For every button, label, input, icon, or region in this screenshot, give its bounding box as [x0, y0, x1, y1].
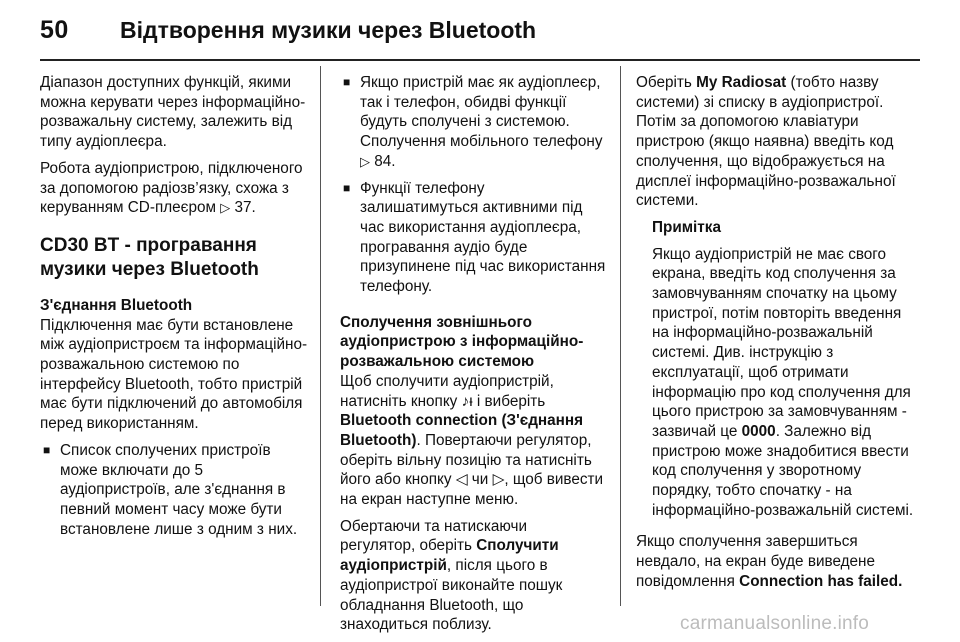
system-name: My Radiosat	[696, 74, 787, 91]
intro-paragraph: Діапазон доступних функцій, якими можна керувати через інформаційно-розважальну систему, залежить від типу аудіоплеєра.	[40, 74, 306, 151]
bullet-square-icon: ■	[43, 442, 51, 457]
list-item: ■ Список сполучених пристроїв може включати до 5 аудіопристроїв, але з'єднання в певний момент часу може бути встановлене лише з одним з них.	[40, 441, 312, 540]
page-ref-icon: ▷	[360, 153, 370, 169]
bullet-square-icon: ■	[343, 180, 351, 195]
bullet-square-icon: ■	[343, 75, 351, 89]
column-3	[636, 73, 916, 599]
column-divider-2	[620, 66, 621, 606]
menu-option: Сполучити аудіопристрій	[340, 537, 559, 575]
section-heading: CD30 BT - програвання музики через Bluetooth	[40, 234, 259, 280]
column-divider-1	[320, 66, 321, 606]
radio-link-paragraph: Робота аудіопристрою, підключеного за допомогою радіозв’язку, схожа з керуванням CD-плеєром ▷ 37.	[40, 159, 303, 217]
note-block	[636, 218, 916, 521]
default-code: 0000	[741, 422, 776, 440]
column-1	[40, 73, 312, 546]
page-ref-icon: ▷	[220, 200, 231, 216]
page-header	[0, 0, 960, 62]
page-number: 50	[40, 16, 69, 44]
list-item: ■ Функції телефону залишатимуться активними під час використання аудіоплеєра, програвання аудіо буде призупинене під час використання телефону.	[340, 179, 606, 297]
failure-message: Connection has failed.	[739, 572, 903, 590]
subsection-heading: Сполучення зовнішнього аудіопристрою з інформаційно-розважальною системою	[340, 313, 584, 371]
header-divider	[40, 59, 920, 61]
watermark: carmanualsonline.info	[680, 613, 870, 634]
subsection-heading: З'єднання Bluetooth	[40, 296, 193, 314]
note-text: Якщо аудіопристрій не має свого екрана, введіть код сполучення за замовчуванням спочатку на цьому пристрої, потім повторіть введення на інформаційно-розважальній системі. Див. інструкцію з експлуатації, щоб отримати інформацію про код сполучення для цього пристрою за замовчуванням - зазвичай це 0000. Залежно від пристрою може знадобитися ввести код сполучення у зворотному порядку, тобто спочатку - на інформаційно-розважальній системі.	[652, 245, 914, 519]
column-2	[340, 73, 606, 642]
note-title: Примітка	[652, 218, 721, 236]
menu-option: Bluetooth connection (З'єднання Bluetooth)	[340, 412, 584, 449]
select-system-paragraph: Оберіть My Radiosat (тобто назву системи) зі списку в аудіопристрої. Потім за допомогою клавіатури пристрою (якщо наявна) введіть код сполучення, що відображується на дисплеї інформаційно-розважальної системи.	[636, 74, 896, 210]
music-bluetooth-icon: ♪ᵻ	[461, 392, 473, 410]
page-ref: 84.	[374, 152, 396, 170]
left-arrow-icon: ◁	[455, 471, 468, 489]
page-title: Відтворення музики через Bluetooth	[120, 17, 537, 43]
failure-paragraph: Якщо сполучення завершиться невдало, на екран буде виведене повідомлення Connection has failed.	[636, 533, 903, 590]
pairing-paragraph: Щоб сполучити аудіопристрій, натисніть кнопку ♪ᵻ і виберіть Bluetooth connection (З'єднання Bluetooth). Повертаючи регулятор, оберіть вільну позицію та натисніть його або кнопку ◁ чи ▷, щоб вивести на екран наступне меню.	[340, 372, 604, 509]
right-arrow-icon: ▷	[492, 471, 505, 489]
page-ref: 37.	[234, 199, 256, 217]
list-item: ■ Якщо пристрій має як аудіоплеєр, так і телефон, обидві функції будуть сполучені з системою. Сполучення мобільного телефону ▷ 84.	[340, 73, 606, 172]
select-paragraph: Обертаючи та натискаючи регулятор, оберіть Сполучити аудіопристрій, після цього в аудіопристрої виконайте пошук обладнання Bluetooth, що знаходиться поблизу.	[340, 517, 563, 634]
connection-paragraph: Підключення має бути встановлене між аудіопристроєм та інформаційно-розважальною системою по інтерфейсу Bluetooth, тобто пристрій має бути підключений до автомобіля перед використанням.	[40, 316, 308, 433]
